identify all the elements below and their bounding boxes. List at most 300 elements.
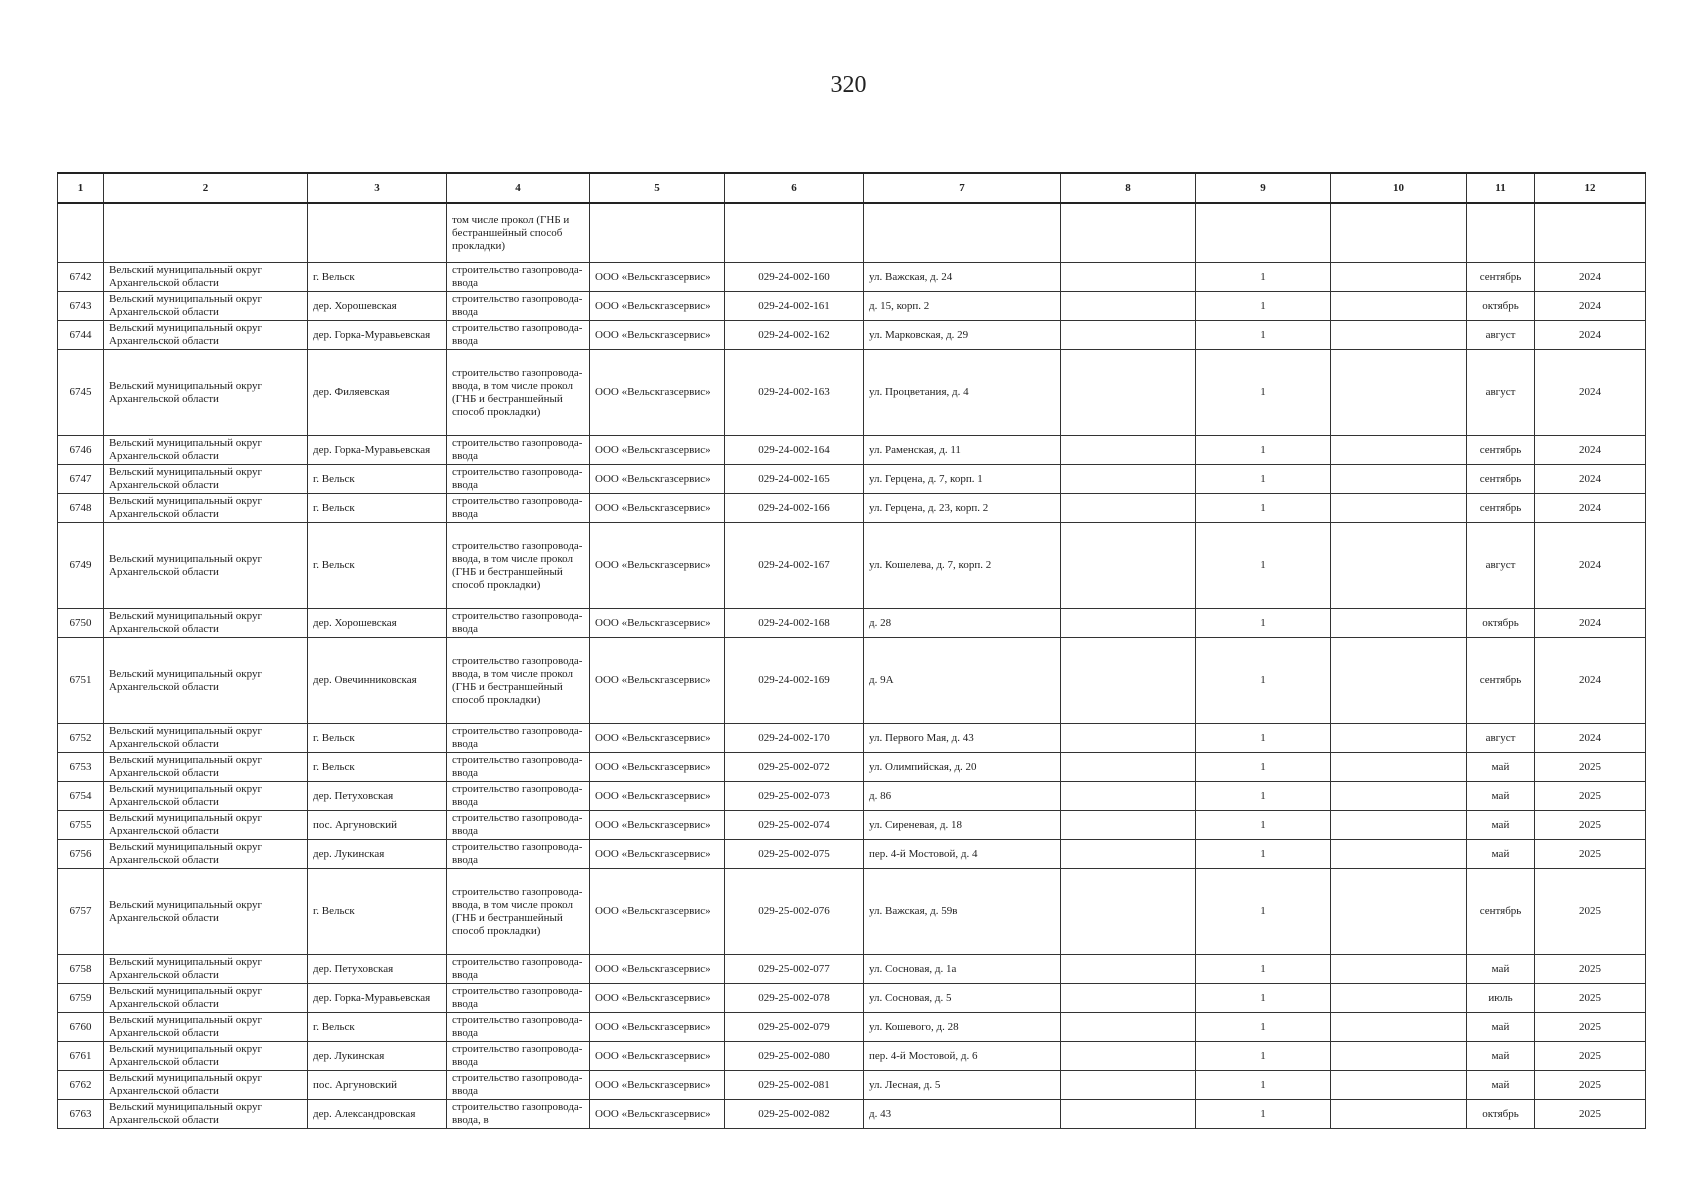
cell-municipality: Вельский муниципальный округ Архангельской области [104, 465, 308, 494]
cell-month: август [1467, 321, 1535, 350]
cell-number: 6744 [58, 321, 104, 350]
cell-quantity: 1 [1196, 1071, 1331, 1100]
cell-month: май [1467, 955, 1535, 984]
cell-settlement: дер. Филяевская [308, 350, 447, 436]
cell-work-type: строительство газопровода-ввода [447, 984, 590, 1013]
cell-number: 6763 [58, 1100, 104, 1129]
cell-organization: ООО «Вельскгазсервис» [590, 638, 725, 724]
cell-object-code: 029-24-002-164 [725, 436, 864, 465]
cell-settlement: дер. Лукинская [308, 1042, 447, 1071]
cell-year: 2025 [1535, 1013, 1646, 1042]
cell-settlement: дер. Горка-Муравьевская [308, 321, 447, 350]
column-header: 11 [1467, 173, 1535, 203]
cell-quantity: 1 [1196, 955, 1331, 984]
cell-month: октябрь [1467, 609, 1535, 638]
cell-col8 [1061, 350, 1196, 436]
cell-empty [1467, 203, 1535, 263]
column-header: 3 [308, 173, 447, 203]
cell-object-code: 029-24-002-163 [725, 350, 864, 436]
cell-quantity: 1 [1196, 465, 1331, 494]
cell-address: пер. 4-й Мостовой, д. 4 [864, 840, 1061, 869]
table-row [58, 523, 1646, 609]
cell-work-type: строительство газопровода-ввода [447, 840, 590, 869]
cell-quantity: 1 [1196, 609, 1331, 638]
cell-work-type: строительство газопровода-ввода, в том числе прокол (ГНБ и бестраншейный способ прокладки) [447, 869, 590, 955]
table-row [58, 465, 1646, 494]
cell-number: 6748 [58, 494, 104, 523]
cell-col8 [1061, 436, 1196, 465]
cell-object-code: 029-25-002-072 [725, 753, 864, 782]
cell-year: 2025 [1535, 840, 1646, 869]
cell-object-code: 029-24-002-165 [725, 465, 864, 494]
cell-work-type: строительство газопровода-ввода [447, 609, 590, 638]
cell-month: август [1467, 724, 1535, 753]
cell-work-type: строительство газопровода-ввода [447, 1013, 590, 1042]
cell-col8 [1061, 494, 1196, 523]
cell-address: ул. Лесная, д. 5 [864, 1071, 1061, 1100]
column-header: 2 [104, 173, 308, 203]
cell-number: 6753 [58, 753, 104, 782]
column-header: 7 [864, 173, 1061, 203]
cell-municipality: Вельский муниципальный округ Архангельской области [104, 869, 308, 955]
table-row [58, 436, 1646, 465]
cell-work-type: строительство газопровода-ввода [447, 1071, 590, 1100]
cell-settlement: пос. Аргуновский [308, 811, 447, 840]
cell-object-code: 029-25-002-078 [725, 984, 864, 1013]
cell-municipality: Вельский муниципальный округ Архангельской области [104, 609, 308, 638]
cell-number: 6761 [58, 1042, 104, 1071]
cell-number: 6742 [58, 263, 104, 292]
cell-work-type: строительство газопровода-ввода, в том числе прокол (ГНБ и бестраншейный способ прокладки) [447, 350, 590, 436]
cell-quantity: 1 [1196, 782, 1331, 811]
cell-col10 [1331, 523, 1467, 609]
cell-month: сентябрь [1467, 263, 1535, 292]
cell-col8 [1061, 638, 1196, 724]
cell-empty [1196, 203, 1331, 263]
cell-settlement: дер. Александровская [308, 1100, 447, 1129]
cell-settlement: дер. Петуховская [308, 782, 447, 811]
cell-settlement: дер. Петуховская [308, 955, 447, 984]
cell-organization: ООО «Вельскгазсервис» [590, 494, 725, 523]
cell-year: 2024 [1535, 436, 1646, 465]
cell-quantity: 1 [1196, 1013, 1331, 1042]
cell-quantity: 1 [1196, 1100, 1331, 1129]
cell-address: ул. Кошелева, д. 7, корп. 2 [864, 523, 1061, 609]
cell-organization: ООО «Вельскгазсервис» [590, 840, 725, 869]
cell-settlement: г. Вельск [308, 494, 447, 523]
cell-col8 [1061, 1042, 1196, 1071]
table-row [58, 955, 1646, 984]
cell-empty [1061, 203, 1196, 263]
cell-work-type: строительство газопровода-ввода, в том числе прокол (ГНБ и бестраншейный способ прокладки) [447, 638, 590, 724]
cell-work-type: строительство газопровода-ввода [447, 292, 590, 321]
column-header: 6 [725, 173, 864, 203]
cell-object-code: 029-24-002-167 [725, 523, 864, 609]
cell-organization: ООО «Вельскгазсервис» [590, 724, 725, 753]
cell-col10 [1331, 984, 1467, 1013]
cell-address: ул. Сосновая, д. 1а [864, 955, 1061, 984]
cell-settlement: г. Вельск [308, 869, 447, 955]
cell-work-type: строительство газопровода-ввода [447, 782, 590, 811]
cell-month: октябрь [1467, 292, 1535, 321]
header-row [58, 173, 1646, 203]
cell-object-code: 029-25-002-074 [725, 811, 864, 840]
cell-settlement: дер. Овечинниковская [308, 638, 447, 724]
cell-col8 [1061, 782, 1196, 811]
cell-col10 [1331, 1042, 1467, 1071]
cell-quantity: 1 [1196, 523, 1331, 609]
cell-month: сентябрь [1467, 494, 1535, 523]
cell-organization: ООО «Вельскгазсервис» [590, 321, 725, 350]
cell-organization: ООО «Вельскгазсервис» [590, 1071, 725, 1100]
cell-col8 [1061, 869, 1196, 955]
cell-empty [308, 203, 447, 263]
cell-empty [590, 203, 725, 263]
cell-work-type: строительство газопровода-ввода, в [447, 1100, 590, 1129]
cell-quantity: 1 [1196, 724, 1331, 753]
cell-number: 6757 [58, 869, 104, 955]
table-row [58, 1100, 1646, 1129]
cell-municipality: Вельский муниципальный округ Архангельской области [104, 292, 308, 321]
cell-year: 2024 [1535, 263, 1646, 292]
column-header: 10 [1331, 173, 1467, 203]
cell-municipality: Вельский муниципальный округ Архангельской области [104, 1042, 308, 1071]
cell-organization: ООО «Вельскгазсервис» [590, 1042, 725, 1071]
table-row [58, 263, 1646, 292]
cell-number: 6746 [58, 436, 104, 465]
cell-object-code: 029-25-002-077 [725, 955, 864, 984]
cell-municipality: Вельский муниципальный округ Архангельской области [104, 984, 308, 1013]
cell-col8 [1061, 753, 1196, 782]
cell-object-code: 029-25-002-080 [725, 1042, 864, 1071]
cell-col8 [1061, 1071, 1196, 1100]
cell-col10 [1331, 494, 1467, 523]
cell-col8 [1061, 840, 1196, 869]
cell-address: д. 28 [864, 609, 1061, 638]
cell-year: 2024 [1535, 724, 1646, 753]
cell-object-code: 029-25-002-079 [725, 1013, 864, 1042]
cell-organization: ООО «Вельскгазсервис» [590, 263, 725, 292]
cell-address: д. 15, корп. 2 [864, 292, 1061, 321]
cell-empty [104, 203, 308, 263]
cell-number: 6751 [58, 638, 104, 724]
cell-number: 6756 [58, 840, 104, 869]
cell-municipality: Вельский муниципальный округ Архангельской области [104, 494, 308, 523]
cell-settlement: дер. Горка-Муравьевская [308, 436, 447, 465]
cell-number: 6750 [58, 609, 104, 638]
cell-col10 [1331, 1071, 1467, 1100]
cell-col10 [1331, 638, 1467, 724]
cell-month: май [1467, 1013, 1535, 1042]
cell-municipality: Вельский муниципальный округ Архангельской области [104, 782, 308, 811]
cell-quantity: 1 [1196, 753, 1331, 782]
cell-col10 [1331, 350, 1467, 436]
cell-address: пер. 4-й Мостовой, д. 6 [864, 1042, 1061, 1071]
cell-address: ул. Сиреневая, д. 18 [864, 811, 1061, 840]
cell-municipality: Вельский муниципальный округ Архангельской области [104, 955, 308, 984]
cell-col10 [1331, 724, 1467, 753]
cell-col8 [1061, 465, 1196, 494]
cell-municipality: Вельский муниципальный округ Архангельской области [104, 321, 308, 350]
cell-settlement: г. Вельск [308, 263, 447, 292]
table-row [58, 984, 1646, 1013]
cell-municipality: Вельский муниципальный округ Архангельской области [104, 436, 308, 465]
cell-object-code: 029-24-002-170 [725, 724, 864, 753]
cell-col10 [1331, 1013, 1467, 1042]
table-row [58, 724, 1646, 753]
cell-year: 2025 [1535, 811, 1646, 840]
cell-number: 6755 [58, 811, 104, 840]
cell-col8 [1061, 984, 1196, 1013]
table-row [58, 1071, 1646, 1100]
cell-address: ул. Олимпийская, д. 20 [864, 753, 1061, 782]
cell-month: август [1467, 523, 1535, 609]
cell-number: 6747 [58, 465, 104, 494]
cell-number: 6760 [58, 1013, 104, 1042]
cell-col8 [1061, 955, 1196, 984]
cell-object-code: 029-24-002-161 [725, 292, 864, 321]
cell-work-type: строительство газопровода-ввода [447, 724, 590, 753]
cell-year: 2025 [1535, 984, 1646, 1013]
cell-settlement: г. Вельск [308, 1013, 447, 1042]
column-header: 9 [1196, 173, 1331, 203]
cell-address: ул. Первого Мая, д. 43 [864, 724, 1061, 753]
cell-col10 [1331, 263, 1467, 292]
cell-quantity: 1 [1196, 321, 1331, 350]
cell-object-code: 029-25-002-081 [725, 1071, 864, 1100]
cell-number: 6759 [58, 984, 104, 1013]
cell-col10 [1331, 782, 1467, 811]
cell-work-type: том числе прокол (ГНБ и бестраншейный способ прокладки) [447, 203, 590, 263]
cell-col10 [1331, 955, 1467, 984]
cell-number: 6745 [58, 350, 104, 436]
cell-empty [864, 203, 1061, 263]
cell-month: май [1467, 811, 1535, 840]
cell-empty [58, 203, 104, 263]
cell-municipality: Вельский муниципальный округ Архангельской области [104, 1071, 308, 1100]
cell-month: май [1467, 782, 1535, 811]
cell-work-type: строительство газопровода-ввода [447, 263, 590, 292]
table-row [58, 638, 1646, 724]
table-row [58, 840, 1646, 869]
cell-address: д. 86 [864, 782, 1061, 811]
cell-object-code: 029-25-002-082 [725, 1100, 864, 1129]
cell-municipality: Вельский муниципальный округ Архангельской области [104, 811, 308, 840]
cell-month: август [1467, 350, 1535, 436]
cell-year: 2025 [1535, 753, 1646, 782]
cell-col10 [1331, 321, 1467, 350]
cell-organization: ООО «Вельскгазсервис» [590, 1100, 725, 1129]
cell-object-code: 029-25-002-076 [725, 869, 864, 955]
column-header: 5 [590, 173, 725, 203]
cell-address: ул. Кошевого, д. 28 [864, 1013, 1061, 1042]
cell-organization: ООО «Вельскгазсервис» [590, 292, 725, 321]
cell-col10 [1331, 753, 1467, 782]
cell-number: 6762 [58, 1071, 104, 1100]
data-table [57, 172, 1646, 1129]
cell-address: ул. Герцена, д. 7, корп. 1 [864, 465, 1061, 494]
cell-address: д. 9А [864, 638, 1061, 724]
column-header: 1 [58, 173, 104, 203]
cell-organization: ООО «Вельскгазсервис» [590, 955, 725, 984]
cell-settlement: дер. Горка-Муравьевская [308, 984, 447, 1013]
cell-col8 [1061, 263, 1196, 292]
cell-organization: ООО «Вельскгазсервис» [590, 436, 725, 465]
cell-settlement: г. Вельск [308, 724, 447, 753]
cell-month: сентябрь [1467, 465, 1535, 494]
cell-settlement: дер. Хорошевская [308, 609, 447, 638]
cell-work-type: строительство газопровода-ввода [447, 955, 590, 984]
cell-municipality: Вельский муниципальный округ Архангельской области [104, 840, 308, 869]
cell-month: май [1467, 840, 1535, 869]
column-header: 4 [447, 173, 590, 203]
cell-municipality: Вельский муниципальный округ Архангельской области [104, 1013, 308, 1042]
cell-object-code: 029-24-002-169 [725, 638, 864, 724]
cell-month: сентябрь [1467, 869, 1535, 955]
cell-address: ул. Раменская, д. 11 [864, 436, 1061, 465]
cell-col8 [1061, 292, 1196, 321]
cell-empty [725, 203, 864, 263]
cell-settlement: пос. Аргуновский [308, 1071, 447, 1100]
cell-col10 [1331, 840, 1467, 869]
cell-quantity: 1 [1196, 840, 1331, 869]
cell-municipality: Вельский муниципальный округ Архангельской области [104, 638, 308, 724]
table-row [58, 609, 1646, 638]
table-row [58, 350, 1646, 436]
cell-col8 [1061, 811, 1196, 840]
cell-col10 [1331, 436, 1467, 465]
cell-year: 2024 [1535, 292, 1646, 321]
cell-year: 2025 [1535, 955, 1646, 984]
cell-municipality: Вельский муниципальный округ Архангельской области [104, 724, 308, 753]
cell-number: 6758 [58, 955, 104, 984]
table-row [58, 869, 1646, 955]
cell-organization: ООО «Вельскгазсервис» [590, 782, 725, 811]
cell-year: 2025 [1535, 1071, 1646, 1100]
cell-year: 2024 [1535, 638, 1646, 724]
cell-col8 [1061, 609, 1196, 638]
cell-object-code: 029-24-002-166 [725, 494, 864, 523]
cell-municipality: Вельский муниципальный округ Архангельской области [104, 350, 308, 436]
cell-month: июль [1467, 984, 1535, 1013]
cell-object-code: 029-24-002-160 [725, 263, 864, 292]
cell-number: 6749 [58, 523, 104, 609]
cell-year: 2024 [1535, 350, 1646, 436]
cell-settlement: г. Вельск [308, 523, 447, 609]
cell-quantity: 1 [1196, 263, 1331, 292]
cell-col8 [1061, 523, 1196, 609]
continuation-row [58, 203, 1646, 263]
cell-col10 [1331, 811, 1467, 840]
cell-year: 2025 [1535, 869, 1646, 955]
page-number: 320 [830, 72, 867, 98]
table-row [58, 782, 1646, 811]
cell-address: ул. Герцена, д. 23, корп. 2 [864, 494, 1061, 523]
cell-organization: ООО «Вельскгазсервис» [590, 811, 725, 840]
table-row [58, 753, 1646, 782]
cell-settlement: дер. Хорошевская [308, 292, 447, 321]
cell-quantity: 1 [1196, 436, 1331, 465]
cell-organization: ООО «Вельскгазсервис» [590, 753, 725, 782]
cell-year: 2024 [1535, 609, 1646, 638]
cell-organization: ООО «Вельскгазсервис» [590, 350, 725, 436]
cell-work-type: строительство газопровода-ввода [447, 321, 590, 350]
cell-col10 [1331, 609, 1467, 638]
cell-col8 [1061, 1100, 1196, 1129]
cell-empty [1331, 203, 1467, 263]
cell-work-type: строительство газопровода-ввода [447, 1042, 590, 1071]
cell-settlement: г. Вельск [308, 465, 447, 494]
cell-work-type: строительство газопровода-ввода [447, 436, 590, 465]
cell-work-type: строительство газопровода-ввода [447, 753, 590, 782]
cell-quantity: 1 [1196, 984, 1331, 1013]
cell-col8 [1061, 1013, 1196, 1042]
cell-municipality: Вельский муниципальный округ Архангельской области [104, 1100, 308, 1129]
cell-month: май [1467, 1071, 1535, 1100]
cell-organization: ООО «Вельскгазсервис» [590, 523, 725, 609]
cell-quantity: 1 [1196, 869, 1331, 955]
cell-col10 [1331, 292, 1467, 321]
cell-object-code: 029-25-002-075 [725, 840, 864, 869]
cell-organization: ООО «Вельскгазсервис» [590, 984, 725, 1013]
cell-work-type: строительство газопровода-ввода [447, 811, 590, 840]
cell-number: 6743 [58, 292, 104, 321]
cell-year: 2025 [1535, 782, 1646, 811]
cell-quantity: 1 [1196, 350, 1331, 436]
cell-number: 6752 [58, 724, 104, 753]
table-row [58, 321, 1646, 350]
cell-settlement: дер. Лукинская [308, 840, 447, 869]
cell-object-code: 029-24-002-168 [725, 609, 864, 638]
cell-year: 2024 [1535, 465, 1646, 494]
cell-col8 [1061, 724, 1196, 753]
cell-year: 2024 [1535, 523, 1646, 609]
table-row [58, 1042, 1646, 1071]
cell-municipality: Вельский муниципальный округ Архангельской области [104, 753, 308, 782]
cell-month: октябрь [1467, 1100, 1535, 1129]
cell-col10 [1331, 465, 1467, 494]
cell-year: 2024 [1535, 321, 1646, 350]
cell-address: ул. Важская, д. 24 [864, 263, 1061, 292]
cell-quantity: 1 [1196, 811, 1331, 840]
column-header: 8 [1061, 173, 1196, 203]
cell-quantity: 1 [1196, 1042, 1331, 1071]
cell-address: д. 43 [864, 1100, 1061, 1129]
cell-col8 [1061, 321, 1196, 350]
cell-month: сентябрь [1467, 436, 1535, 465]
cell-organization: ООО «Вельскгазсервис» [590, 609, 725, 638]
column-header: 12 [1535, 173, 1646, 203]
cell-municipality: Вельский муниципальный округ Архангельской области [104, 263, 308, 292]
cell-month: сентябрь [1467, 638, 1535, 724]
cell-address: ул. Важская, д. 59в [864, 869, 1061, 955]
cell-quantity: 1 [1196, 638, 1331, 724]
cell-work-type: строительство газопровода-ввода [447, 465, 590, 494]
cell-settlement: г. Вельск [308, 753, 447, 782]
cell-year: 2025 [1535, 1042, 1646, 1071]
table-row [58, 494, 1646, 523]
cell-quantity: 1 [1196, 494, 1331, 523]
cell-year: 2025 [1535, 1100, 1646, 1129]
cell-address: ул. Сосновая, д. 5 [864, 984, 1061, 1013]
cell-address: ул. Марковская, д. 29 [864, 321, 1061, 350]
table-row [58, 1013, 1646, 1042]
cell-work-type: строительство газопровода-ввода, в том числе прокол (ГНБ и бестраншейный способ прокладки) [447, 523, 590, 609]
cell-object-code: 029-25-002-073 [725, 782, 864, 811]
cell-organization: ООО «Вельскгазсервис» [590, 869, 725, 955]
cell-organization: ООО «Вельскгазсервис» [590, 465, 725, 494]
cell-quantity: 1 [1196, 292, 1331, 321]
